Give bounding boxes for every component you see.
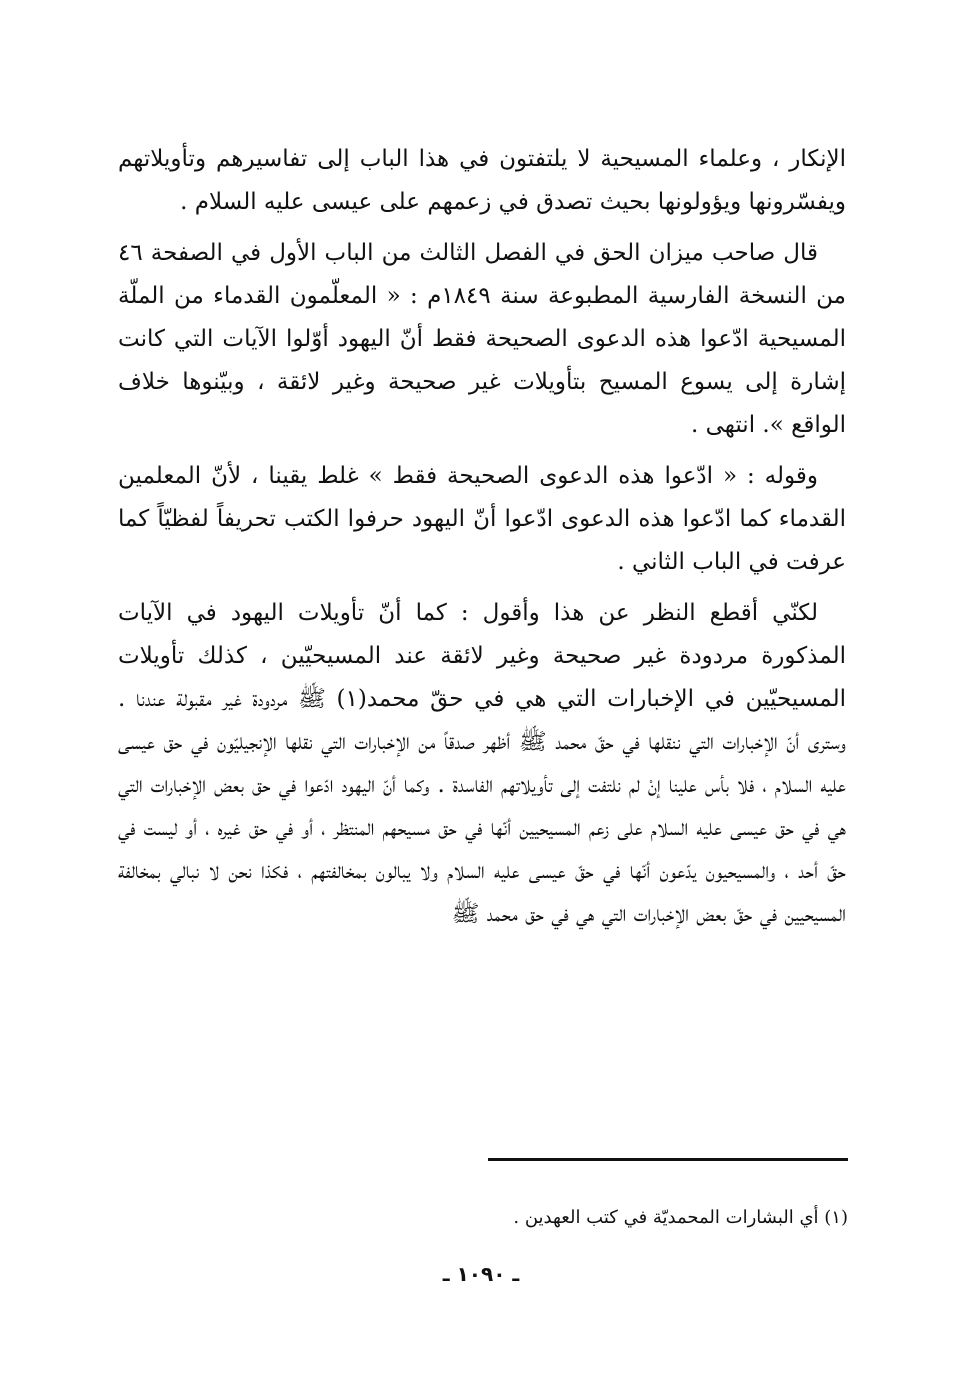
page-number: ـ ١٠٩٠ ـ bbox=[442, 1262, 520, 1286]
paragraph-3: وقوله : « ادّعوا هذه الدعوى الصحيحة فقط » غلط يقينا ، لأنّ المعلمين القدماء كما ادّعوا هذه الدعوى ادّعوا أنّ اليهود حرفوا الكتب تحريفاً لفظيّاً كما عرفت في الباب الثاني . bbox=[118, 463, 846, 575]
main-text bbox=[118, 138, 846, 944]
footnote: (١) أي البشارات المحمديّة في كتب العهدين . bbox=[513, 1207, 848, 1228]
paragraph-2: قال صاحب ميزان الحق في الفصل الثالث من الباب الأول في الصفحة ٤٦ من النسخة الفارسية المطبوعة سنة ١٨٤٩م : « المعلّمون القدماء من الملّة المسيحية ادّعوا هذه الدعوى الصحيحة فقط أنّ اليهود أوّلوا الآيات التي كانت إشارة إلى يسوع المسيح بتأويلات غير صحيحة وغير لائقة ، وبيّنوها خلاف الواقع ». انتهى . bbox=[118, 240, 847, 438]
footnote-divider bbox=[488, 1158, 848, 1161]
paragraph-4: لكنّي أقطع النظر عن هذا وأقول : كما أنّ تأويلات اليهود في الآيات المذكورة مردودة غير صحيحة وغير لائقة عند المسيحيّين ، كذلك تأويلات المسيحيّين في الإخبارات التي هي في حقّ محمد(١) ﷺ مردودة غير مقبولة عندنا . وسترى أنّ الإخبارات التي ننقلها في حقّ محمد ﷺ أظهر صدقاً من الإخبارات التي نقلها الإنجيليّون في حق عيسى عليه السلام ، فلا بأس علينا إنْ لم نلتفت إلى تأويلاتهم الفاسدة . وكما أنّ اليهود ادّعوا في حق بعض الإخبارات التي هي في حق عيسى عليه السلام على زعم المسيحيين أنّها في حق مسيحهم المنتظر ، أو في حق غيره ، أو ليست في حقّ أحد ، والمسيحيون يدّعون أنّها في حقّ عيسى عليه السلام ولا يبالون بمخالفتهم ، فكذا نحن لا نبالي بمخالفة المسيحيين في حقّ بعض الإخبارات التي هي في حق محمد ﷺ bbox=[118, 600, 847, 927]
paragraph-1: الإنكار ، وعلماء المسيحية لا يلتفتون في هذا الباب إلى تفاسيرهم وتأويلاتهم ويفسّرونها ويؤولونها بحيث تصدق في زعمهم على عيسى عليه السلام . bbox=[118, 146, 846, 215]
